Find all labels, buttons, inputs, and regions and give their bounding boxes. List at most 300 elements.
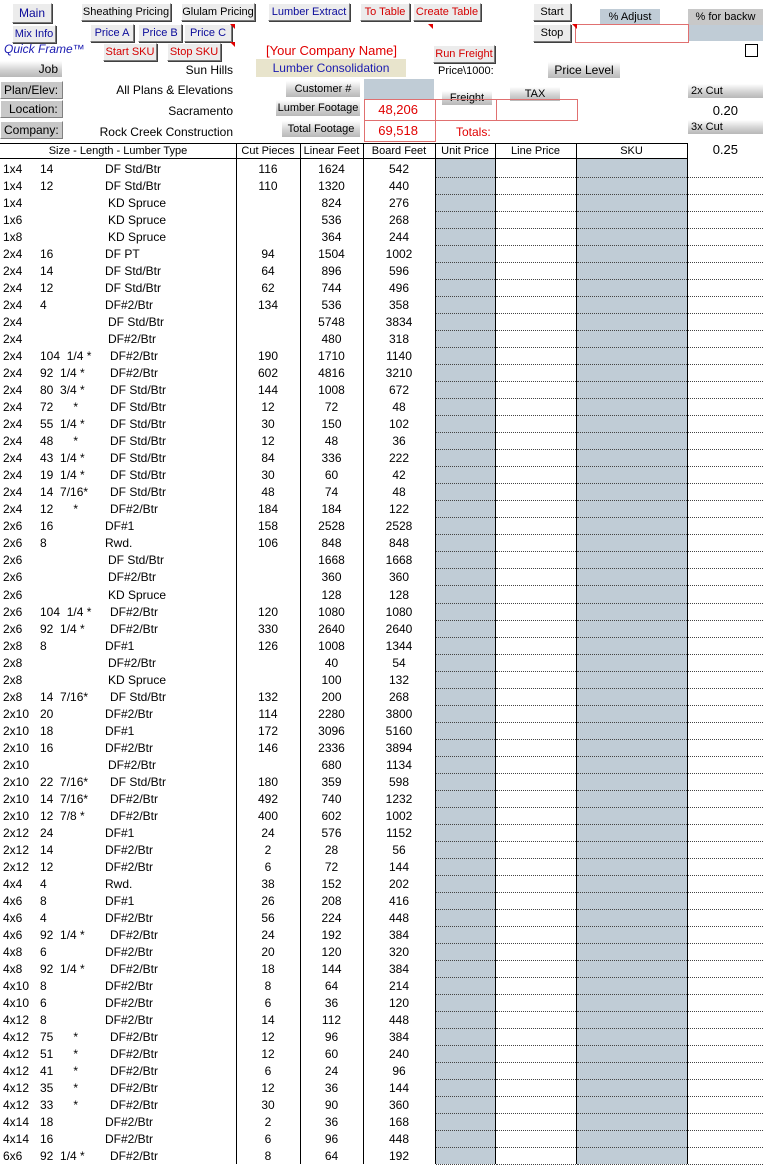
row-linear-feet: 5748 [318, 315, 345, 329]
row-linear-feet: 96 [324, 1132, 339, 1146]
row-size: 4x8 [3, 962, 23, 976]
row-board-feet: 3800 [385, 707, 413, 721]
row-length: 16 [40, 519, 54, 533]
row-linear-feet: 2280 [318, 707, 345, 721]
lumber-extract-button[interactable]: Lumber Extract [268, 3, 350, 21]
row-cut-pieces [236, 672, 300, 689]
row-cut-pieces: 94 [261, 247, 275, 261]
row-separator [688, 977, 763, 978]
row-length: 6 [40, 996, 47, 1010]
row-separator [496, 875, 576, 876]
row-cut-pieces [236, 655, 300, 672]
row-separator [496, 245, 576, 246]
row-board-feet: 448 [388, 1013, 410, 1027]
row-linear-feet: 40 [324, 656, 339, 670]
row-separator [436, 330, 495, 331]
row-separator [577, 483, 687, 484]
row-size: 2x4 [3, 298, 23, 312]
row-lumber-type: DF#2/Btr [105, 979, 154, 993]
row-length: 18 [40, 1115, 54, 1129]
row-separator [688, 603, 763, 604]
row-size: 2x6 [3, 605, 23, 619]
row-lumber-type: DF Std/Btr [110, 400, 167, 414]
row-separator [577, 211, 687, 212]
row-board-feet: 1002 [385, 247, 413, 261]
row-length [40, 672, 102, 689]
row-board-feet: 168 [388, 1115, 410, 1129]
row-size: 2x4 [3, 451, 23, 465]
row-size: 1x4 [3, 179, 23, 193]
row-separator [688, 722, 763, 723]
row-lumber-type: KD Spruce [108, 196, 167, 210]
row-size: 2x4 [3, 468, 23, 482]
row-board-feet: 202 [388, 877, 410, 891]
row-separator [688, 279, 763, 280]
create-table-button[interactable]: Create Table [413, 3, 481, 21]
row-separator [496, 279, 576, 280]
row-cut-pieces: 172 [257, 724, 279, 738]
row-size: 4x4 [3, 877, 23, 891]
plan-elev-value: All Plans & Elevations [116, 83, 233, 97]
row-separator [436, 551, 495, 552]
row-separator [496, 466, 576, 467]
row-separator [496, 756, 576, 757]
row-linear-feet: 74 [324, 485, 339, 499]
row-cut-pieces: 26 [261, 894, 275, 908]
row-size: 2x4 [3, 417, 23, 431]
row-size: 2x4 [3, 502, 23, 516]
row-linear-feet: 1504 [318, 247, 345, 261]
company-label: Company: [0, 121, 63, 139]
row-cut-pieces: 144 [257, 383, 279, 397]
row-board-feet: 1002 [385, 809, 413, 823]
sheathing-pricing-button[interactable]: Sheathing Pricing [81, 3, 171, 21]
row-separator [496, 585, 576, 586]
row-lumber-type: KD Spruce [108, 213, 167, 227]
row-separator [577, 926, 687, 927]
row-separator [496, 1130, 576, 1131]
row-size: 2x12 [3, 826, 30, 840]
row-cut-pieces: 492 [257, 792, 279, 806]
row-lumber-type: DF#2/Btr [105, 707, 154, 721]
cut-3x-label: 3x Cut [688, 120, 763, 134]
row-separator [577, 568, 687, 569]
cut-2x-value[interactable]: 0.20 [712, 103, 738, 118]
row-cut-pieces: 30 [261, 468, 275, 482]
row-board-feet: 240 [388, 1047, 410, 1061]
row-linear-feet: 96 [324, 1030, 339, 1044]
lumber-consolidation-label: Lumber Consolidation [256, 59, 406, 77]
row-lumber-type: DF#1 [105, 639, 135, 653]
row-separator [577, 1045, 687, 1046]
row-size: 2x10 [3, 792, 30, 806]
row-linear-feet: 90 [324, 1098, 339, 1112]
price-b-button[interactable]: Price B [138, 24, 182, 42]
row-size: 2x4 [3, 434, 23, 448]
row-size: 2x6 [3, 519, 23, 533]
row-size: 2x8 [3, 690, 23, 704]
row-separator [688, 1028, 763, 1029]
row-separator [577, 1011, 687, 1012]
row-linear-feet: 208 [321, 894, 342, 908]
row-separator [436, 875, 495, 876]
row-separator [577, 807, 687, 808]
row-linear-feet: 100 [321, 673, 342, 687]
row-length: 14 [40, 843, 54, 857]
row-size: 2x10 [3, 775, 30, 789]
row-length: 51 * [40, 1047, 79, 1061]
row-separator [436, 790, 495, 791]
row-separator [436, 262, 495, 263]
row-separator [688, 1062, 763, 1063]
row-separator [496, 1079, 576, 1080]
row-size: 2x6 [3, 553, 23, 567]
option-checkbox[interactable] [745, 44, 758, 57]
row-length: 92 1/4 * [40, 1149, 85, 1163]
row-lumber-type: DF#2/Btr [110, 1030, 159, 1044]
row-linear-feet: 60 [324, 468, 339, 482]
row-separator [577, 432, 687, 433]
row-cut-pieces: 24 [261, 826, 275, 840]
row-linear-feet: 896 [321, 264, 342, 278]
mix-info-button[interactable]: Mix Info [12, 25, 56, 43]
row-separator [688, 347, 763, 348]
row-board-feet: 48 [392, 485, 406, 499]
row-linear-feet: 112 [321, 1013, 342, 1027]
row-length: 92 1/4 * [40, 962, 85, 976]
company-name-placeholder: [Your Company Name] [266, 43, 398, 58]
row-linear-feet: 120 [321, 945, 342, 959]
row-cut-pieces: 106 [257, 536, 279, 550]
row-separator [688, 875, 763, 876]
row-lumber-type: DF#2/Btr [105, 996, 154, 1010]
row-separator [436, 211, 495, 212]
totals-label: Totals: [456, 125, 491, 139]
row-size: 2x10 [3, 741, 30, 755]
row-separator [577, 313, 687, 314]
row-lumber-type: DF#2/Btr [110, 1098, 159, 1112]
row-linear-feet: 364 [321, 230, 342, 244]
row-board-feet: 2640 [385, 622, 413, 636]
row-cut-pieces: 24 [261, 928, 275, 942]
row-size: 2x6 [3, 588, 23, 602]
row-separator [577, 909, 687, 910]
row-separator [688, 858, 763, 859]
row-separator [577, 960, 687, 961]
row-separator [496, 211, 576, 212]
percent-backwards-input[interactable] [689, 25, 763, 41]
row-length: 33 * [40, 1098, 79, 1112]
row-separator [496, 517, 576, 518]
row-cut-pieces: 330 [257, 622, 279, 636]
job-value: Sun Hills [185, 63, 233, 77]
row-size: 2x10 [3, 758, 30, 772]
row-separator [436, 960, 495, 961]
row-separator [496, 1113, 576, 1114]
customer-input[interactable] [364, 79, 434, 99]
row-lumber-type: DF#2/Btr [105, 860, 154, 874]
row-separator [436, 739, 495, 740]
company-value: Rock Creek Construction [99, 125, 233, 139]
row-separator [496, 1028, 576, 1029]
row-separator [688, 177, 763, 178]
row-cut-pieces: 48 [261, 485, 275, 499]
row-board-feet: 144 [388, 1081, 410, 1095]
row-size: 2x4 [3, 315, 23, 329]
row-board-feet: 144 [388, 860, 410, 874]
row-length [40, 212, 102, 229]
row-cut-pieces: 84 [261, 451, 275, 465]
row-separator [688, 926, 763, 927]
row-size: 1x4 [3, 162, 23, 176]
row-linear-feet: 72 [324, 400, 339, 414]
row-cut-pieces: 30 [261, 417, 275, 431]
row-separator [436, 977, 495, 978]
row-separator [577, 824, 687, 825]
row-separator [436, 603, 495, 604]
row-length: 18 [40, 724, 54, 738]
row-separator [436, 1096, 495, 1097]
row-separator [496, 994, 576, 995]
row-separator [688, 671, 763, 672]
row-cut-pieces: 110 [258, 179, 278, 193]
row-linear-feet: 200 [321, 690, 342, 704]
row-separator [496, 654, 576, 655]
percent-adjust-input[interactable] [575, 24, 689, 43]
row-separator [436, 1079, 495, 1080]
glulam-pricing-button[interactable]: Glulam Pricing [181, 3, 255, 21]
price-a-button[interactable]: Price A [90, 24, 134, 42]
percent-adjust-label: % Adjust [600, 8, 660, 25]
row-separator [496, 841, 576, 842]
row-separator [577, 517, 687, 518]
row-linear-feet: 150 [321, 417, 342, 431]
row-linear-feet: 152 [321, 877, 342, 891]
row-size: 2x10 [3, 707, 30, 721]
comment-marker [230, 42, 235, 47]
row-length: 41 * [40, 1064, 79, 1078]
row-board-feet: 122 [388, 502, 410, 516]
row-length [40, 757, 102, 774]
row-cut-pieces: 180 [257, 775, 279, 789]
row-size: 2x10 [3, 724, 30, 738]
row-separator [577, 1079, 687, 1080]
row-lumber-type: DF Std/Btr [105, 281, 162, 295]
row-size: 4x6 [3, 911, 23, 925]
row-separator [436, 466, 495, 467]
row-separator [436, 1113, 495, 1114]
row-separator [577, 654, 687, 655]
row-cut-pieces: 602 [257, 366, 279, 380]
cut-3x-value[interactable]: 0.25 [712, 142, 738, 157]
row-separator [577, 330, 687, 331]
row-lumber-type: DF Std/Btr [108, 553, 165, 567]
total-footage-value: 69,518 [378, 123, 418, 138]
row-separator [436, 943, 495, 944]
to-table-button[interactable]: To Table [360, 3, 410, 21]
row-cut-pieces: 38 [261, 877, 275, 891]
row-length: 8 [40, 1013, 47, 1027]
price-level-label: Price Level [548, 62, 620, 78]
row-separator [496, 722, 576, 723]
row-linear-feet: 2336 [318, 741, 345, 755]
row-separator [688, 398, 763, 399]
row-board-feet: 102 [388, 417, 410, 431]
row-separator [688, 381, 763, 382]
row-size: 2x10 [3, 809, 30, 823]
row-separator [577, 977, 687, 978]
row-cut-pieces: 12 [261, 1047, 275, 1061]
row-board-feet: 1134 [386, 758, 412, 772]
row-lumber-type: DF#2/Btr [110, 928, 159, 942]
row-separator [436, 381, 495, 382]
row-separator [496, 671, 576, 672]
row-separator [496, 347, 576, 348]
row-length: 43 1/4 * [40, 451, 85, 465]
row-separator [496, 688, 576, 689]
row-lumber-type: DF#2/Btr [110, 792, 159, 806]
row-board-feet: 222 [388, 451, 410, 465]
row-lumber-type: DF Std/Btr [110, 451, 167, 465]
row-length: 12 [40, 179, 54, 193]
row-linear-feet: 28 [324, 843, 339, 857]
row-cut-pieces: 146 [257, 741, 279, 755]
row-size: 2x6 [3, 570, 23, 584]
row-linear-feet: 3096 [318, 724, 345, 738]
main-button[interactable]: Main [12, 3, 52, 23]
row-linear-feet: 1008 [318, 383, 345, 397]
row-separator [496, 432, 576, 433]
row-separator [688, 994, 763, 995]
row-separator [577, 722, 687, 723]
stop-button[interactable]: Stop [533, 24, 571, 42]
row-length: 92 1/4 * [40, 622, 85, 636]
row-separator [436, 1011, 495, 1012]
row-separator [436, 1062, 495, 1063]
run-freight-button[interactable]: Run Freight [433, 45, 495, 63]
freight-input[interactable] [435, 99, 497, 121]
row-cut-pieces: 20 [261, 945, 275, 959]
row-length: 12 [40, 281, 54, 295]
unit-price-column[interactable] [436, 159, 495, 1164]
row-separator [496, 807, 576, 808]
row-size: 4x10 [3, 979, 30, 993]
row-separator [436, 909, 495, 910]
row-separator [436, 892, 495, 893]
row-cut-pieces: 114 [258, 707, 278, 721]
row-linear-feet: 536 [321, 213, 342, 227]
row-linear-feet: 64 [324, 1149, 339, 1163]
row-board-feet: 1232 [385, 792, 413, 806]
row-separator [496, 773, 576, 774]
row-separator [688, 739, 763, 740]
row-separator [496, 960, 576, 961]
row-lumber-type: DF Std/Btr [110, 485, 167, 499]
row-board-feet: 598 [388, 775, 410, 789]
row-linear-feet: 48 [324, 434, 339, 448]
row-separator [496, 500, 576, 501]
row-separator [496, 228, 576, 229]
row-length: 14 7/16* [40, 792, 89, 806]
row-board-feet: 384 [388, 962, 410, 976]
start-button[interactable]: Start [533, 3, 571, 21]
row-separator [688, 1113, 763, 1114]
row-board-feet: 672 [388, 383, 410, 397]
row-length: 80 3/4 * [40, 383, 85, 397]
row-cut-pieces [236, 757, 300, 774]
row-separator [436, 568, 495, 569]
row-length: 16 [40, 741, 54, 755]
row-linear-feet: 536 [321, 298, 342, 312]
row-separator [496, 926, 576, 927]
row-size: 2x4 [3, 366, 23, 380]
row-length: 4 [40, 911, 47, 925]
row-lumber-type: DF#2/Btr [105, 1115, 154, 1129]
row-separator [496, 568, 576, 569]
row-length: 8 [40, 536, 47, 550]
row-linear-feet: 144 [321, 962, 342, 976]
row-length: 8 [40, 894, 47, 908]
price-c-button[interactable]: Price C [184, 24, 232, 42]
row-separator [496, 262, 576, 263]
row-separator [577, 262, 687, 263]
row-lumber-type: DF#2/Btr [105, 298, 154, 312]
row-separator [688, 943, 763, 944]
row-linear-feet: 36 [324, 1115, 339, 1129]
row-linear-feet: 360 [321, 570, 342, 584]
row-separator [688, 585, 763, 586]
sku-column[interactable] [577, 159, 687, 1164]
row-lumber-type: KD Spruce [108, 230, 167, 244]
row-separator [436, 722, 495, 723]
row-separator [496, 1011, 576, 1012]
row-linear-feet: 72 [324, 860, 339, 874]
start-sku-button[interactable]: Start SKU [103, 43, 157, 61]
row-cut-pieces: 62 [261, 281, 275, 295]
row-separator [688, 534, 763, 535]
row-linear-feet: 480 [321, 332, 342, 346]
row-separator [688, 313, 763, 314]
stop-sku-button[interactable]: Stop SKU [167, 43, 221, 61]
row-board-feet: 1152 [386, 826, 412, 840]
row-lumber-type: DF#2/Btr [110, 349, 159, 363]
row-separator [436, 671, 495, 672]
row-separator [577, 739, 687, 740]
row-separator [436, 1045, 495, 1046]
row-size: 4x14 [3, 1132, 30, 1146]
row-separator [688, 194, 763, 195]
row-separator [577, 1096, 687, 1097]
row-linear-feet: 4816 [318, 366, 345, 380]
row-separator [688, 637, 763, 638]
row-lumber-type: DF#2/Btr [105, 1013, 154, 1027]
row-lumber-type: DF#2/Btr [110, 962, 159, 976]
col-header-sku: SKU [576, 143, 687, 159]
row-lumber-type: DF Std/Btr [110, 383, 167, 397]
row-size: 2x4 [3, 332, 23, 346]
row-length [40, 552, 102, 569]
row-cut-pieces: 116 [258, 162, 278, 176]
row-board-feet: 96 [392, 1064, 406, 1078]
row-separator [577, 551, 687, 552]
row-length [40, 569, 102, 586]
row-lumber-type: DF Std/Btr [105, 179, 162, 193]
row-separator [436, 858, 495, 859]
row-length: 35 * [40, 1081, 79, 1095]
row-separator [688, 1079, 763, 1080]
row-separator [688, 500, 763, 501]
tax-input[interactable] [496, 99, 578, 121]
